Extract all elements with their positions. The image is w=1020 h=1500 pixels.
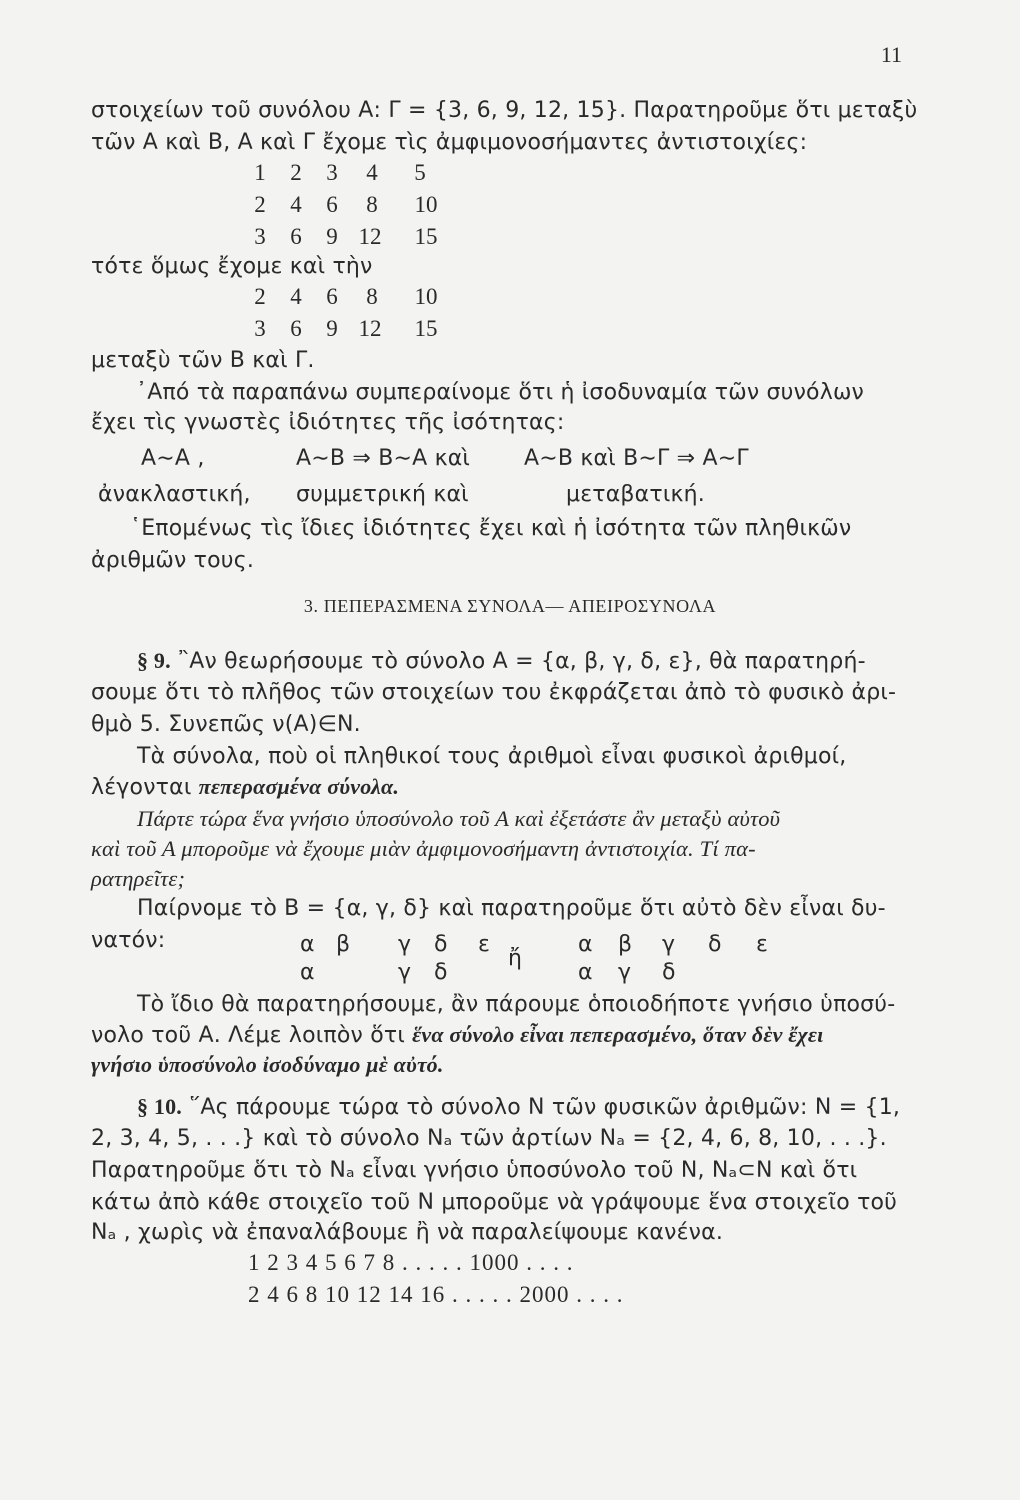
text-line: 2, 3, 4, 5, . . .} καὶ τὸ σύνολο Νₐ τῶν ἀρτίων Νₐ = {2, 4, 6, 8, 10, . . .}. — [91, 1126, 887, 1151]
paragraph-text: λέγονται — [91, 775, 199, 800]
table-cell: 8 — [366, 284, 378, 309]
table-cell: 3 — [254, 224, 266, 249]
text-line: νατόν: — [91, 928, 166, 953]
text-line: Παίρνομε τὸ Β = {α, γ, δ} καὶ παρατηροῦμε ὅτι αὐτὸ δὲν εἶναι δυ- — [137, 896, 886, 921]
set-element: α — [578, 960, 593, 985]
property-reflexive: Α∼Α , — [141, 446, 205, 471]
text-line: Παρατηροῦμε ὅτι τὸ Νₐ εἶναι γνήσιο ὑποσύνολο τοῦ Ν, Νₐ⊂Ν καὶ ὅτι — [91, 1158, 858, 1183]
number-sequence-row: 2 4 6 8 10 12 14 16 . . . . . 2000 . . . . — [248, 1282, 624, 1307]
number-sequence-row: 1 2 3 4 5 6 7 8 . . . . . 1000 . . . . — [248, 1250, 574, 1275]
set-element: γ — [398, 932, 412, 957]
set-element: δ — [662, 960, 676, 985]
paragraph-line — [91, 772, 399, 803]
text-line: τότε ὅμως ἔχομε καὶ τὴν — [91, 254, 373, 279]
table-cell: 6 — [326, 192, 338, 217]
property-name: μεταβατική. — [566, 482, 705, 507]
exercise-line: ρατηρεῖτε; — [91, 866, 186, 891]
set-element: β — [336, 932, 351, 957]
set-element: α — [300, 932, 315, 957]
section-heading: 3. ΠΕΠΕΡΑΣΜΕΝΑ ΣΥΝΟΛΑ— ΑΠΕΙΡΟΣΥΝΟΛΑ — [303, 596, 717, 616]
set-element: γ — [398, 960, 412, 985]
paragraph-text: ῞Ας πάρουμε τώρα τὸ σύνολο Ν τῶν φυσικῶν ἀριθμῶν: Ν = {1, — [182, 1095, 901, 1120]
table-cell: 10 — [414, 192, 438, 217]
text-line: Νₐ , χωρὶς νὰ ἐπαναλάβουμε ἢ νὰ παραλείψουμε κανένα. — [91, 1220, 724, 1245]
emphasis-term: πεπερασμένα σύνολα. — [198, 774, 400, 799]
text-line: τῶν Α καὶ Β, Α καὶ Γ ἔχομε τὶς ἀμφιμονοσήμαντες ἀντιστοιχίες: — [91, 130, 808, 155]
emphasis-term: ἕνα σύνολο εἶναι πεπερασμένο, ὅταν δὲν ἔχει — [412, 1022, 824, 1047]
table-cell: 2 — [254, 284, 266, 309]
table-cell: 3 — [254, 316, 266, 341]
table-cell: 4 — [290, 192, 302, 217]
table-cell: 1 — [254, 160, 266, 185]
table-cell: 10 — [414, 284, 438, 309]
set-element: δ — [708, 932, 722, 957]
table-cell: 15 — [414, 224, 438, 249]
table-cell: 12 — [358, 224, 382, 249]
set-element: γ — [618, 960, 632, 985]
paragraph-line — [91, 1020, 823, 1051]
table-cell: 9 — [326, 224, 338, 249]
exercise-line: καὶ τοῦ Α μποροῦμε νὰ ἔχουμε μιὰν ἀμφιμονοσήμαντη ἀντιστοιχία. Τί πα- — [91, 836, 756, 861]
set-element: δ — [434, 960, 448, 985]
property-name: συμμετρική καὶ — [296, 482, 469, 507]
table-cell: 2 — [254, 192, 266, 217]
set-element: γ — [662, 932, 676, 957]
property-transitive: Α∼Β καὶ Β∼Γ ⇒ Α∼Γ — [524, 446, 749, 471]
exercise-line: Πάρτε τώρα ἕνα γνήσιο ὑποσύνολο τοῦ Α καὶ ἐξετάστε ἂν μεταξὺ αὐτοῦ — [137, 806, 781, 831]
set-element: α — [300, 960, 315, 985]
section-mark: § 10. — [137, 1094, 182, 1119]
text-line: ᾿Από τὰ παραπάνω συμπεραίνομε ὅτι ἡ ἰσοδυναμία τῶν συνόλων — [136, 380, 865, 405]
text-line: Τὸ ἴδιο θὰ παρατηρήσουμε, ἂν πάρουμε ὁποιοδήποτε γνήσιο ὑποσύ- — [137, 992, 896, 1017]
table-cell: 9 — [326, 316, 338, 341]
set-element: α — [578, 932, 593, 957]
emphasis-term: γνήσιο ὑποσύνολο ἰσοδύναμο μὲ αὐτό. — [91, 1052, 444, 1077]
table-cell: 6 — [326, 284, 338, 309]
text-line: Τὰ σύνολα, ποὺ οἱ πληθικοί τους ἀριθμοὶ εἶναι φυσικοὶ ἀριθμοί, — [137, 744, 847, 769]
text-line: ἔχει τὶς γνωστὲς ἰδιότητες τῆς ἰσότητας: — [91, 410, 565, 435]
page-number: 11 — [880, 42, 902, 67]
set-element: ε — [756, 932, 768, 957]
text-line: θμὸ 5. Συνεπῶς ν(Α)∈Ν. — [91, 712, 361, 737]
text-line: ῾Επομένως τὶς ἴδιες ἰδιότητες ἔχει καὶ ἡ ἰσότητα τῶν πληθικῶν — [130, 516, 852, 541]
text-line: ἀριθμῶν τους. — [91, 548, 255, 573]
paragraph-text: νολο τοῦ Α. Λέμε λοιπὸν ὅτι — [91, 1023, 413, 1048]
set-element: ε — [478, 932, 490, 957]
table-cell: 15 — [414, 316, 438, 341]
paragraph-line — [137, 1092, 900, 1123]
property-name: ἀνακλαστική, — [98, 482, 251, 507]
property-symmetric: Α∼Β ⇒ Β∼Α καὶ — [296, 446, 471, 471]
table-cell: 3 — [326, 160, 338, 185]
paragraph-line — [137, 646, 866, 677]
section-mark: § 9. — [137, 648, 171, 673]
table-cell: 2 — [290, 160, 302, 185]
table-cell: 12 — [358, 316, 382, 341]
table-cell: 6 — [290, 224, 302, 249]
set-element: β — [618, 932, 633, 957]
table-cell: 4 — [366, 160, 378, 185]
set-element: δ — [434, 932, 448, 957]
text-line: στοιχείων τοῦ συνόλου Α: Γ = {3, 6, 9, 12, 15}. Παρατηροῦμε ὅτι μεταξὺ — [91, 98, 918, 123]
paragraph-text: ῍Αν θεωρήσουμε τὸ σύνολο Α = {α, β, γ, δ, ε}, θὰ παρατηρή- — [170, 649, 866, 674]
text-line: σουμε ὅτι τὸ πλῆθος τῶν στοιχείων του ἐκφράζεται ἀπὸ τὸ φυσικὸ ἀρι- — [91, 680, 897, 705]
text-line: μεταξὺ τῶν Β καὶ Γ. — [91, 348, 315, 373]
table-cell: 4 — [290, 284, 302, 309]
text-line: κάτω ἀπὸ κάθε στοιχεῖο τοῦ Ν μποροῦμε νὰ γράψουμε ἕνα στοιχεῖο τοῦ — [91, 1190, 898, 1215]
or-word: ἤ — [508, 946, 523, 971]
table-cell: 8 — [366, 192, 378, 217]
table-cell: 5 — [414, 160, 426, 185]
table-cell: 6 — [290, 316, 302, 341]
